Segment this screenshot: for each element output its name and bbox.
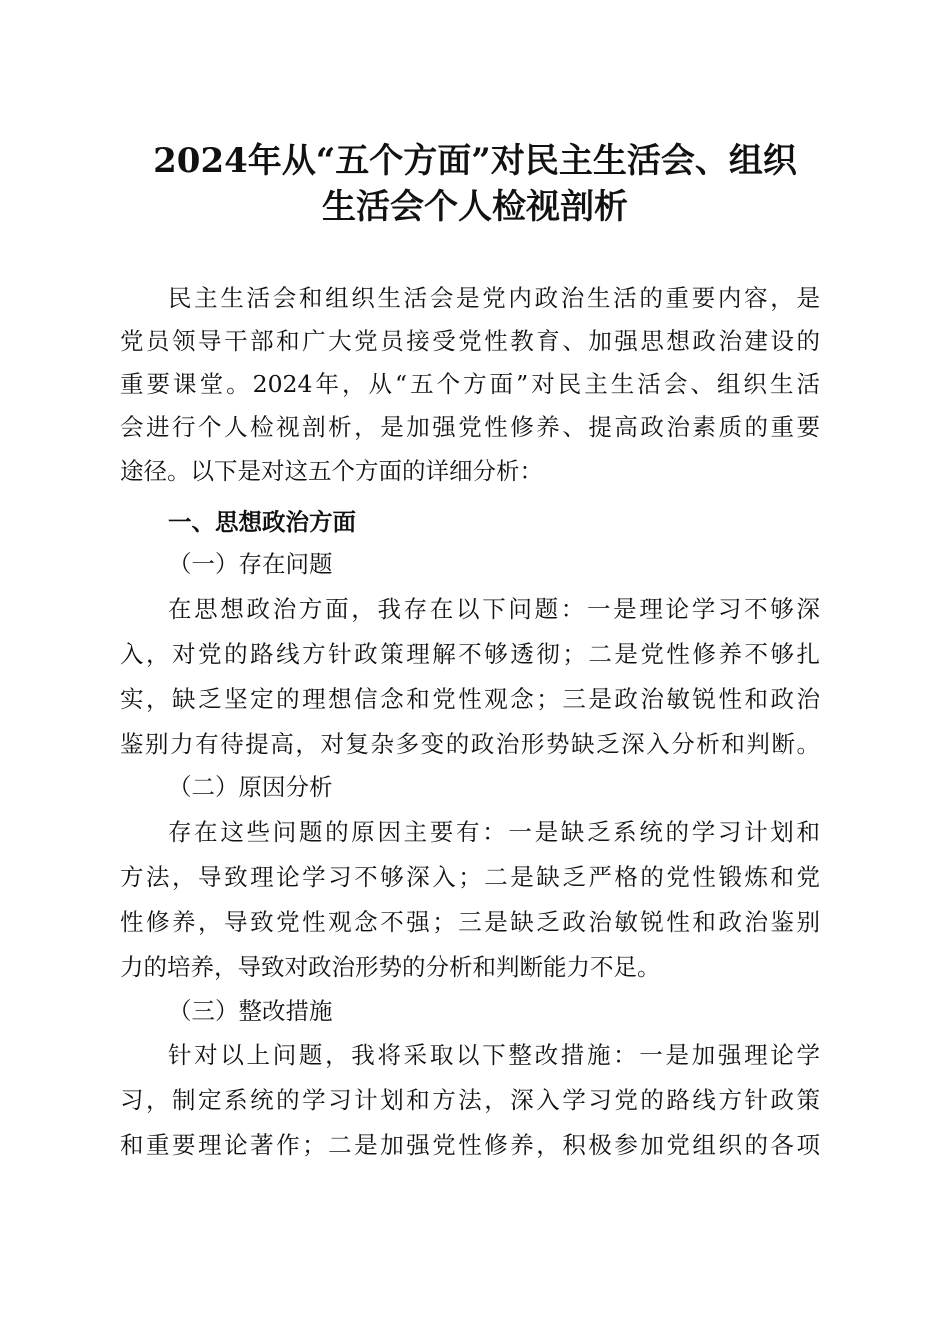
causes-line: 存在这些问题的原因主要有：一是缺乏系统的学习计划和 [168, 818, 820, 846]
measures-line: 和重要理论著作；二是加强党性修养，积极参加党组织的各项 [120, 1131, 820, 1159]
document-title-line-2: 生活会个人检视剖析 [322, 187, 628, 227]
subsection-heading-problems: （一）存在问题 [168, 550, 333, 578]
intro-line: 会进行个人检视剖析，是加强党性修养、提高政治素质的重要 [120, 413, 820, 441]
subsection-heading-measures: （三）整改措施 [168, 997, 333, 1025]
section-heading-ideology: 一、思想政治方面 [168, 508, 356, 536]
intro-line: 党员领导干部和广大党员接受党性教育、加强思想政治建设的 [120, 327, 820, 355]
document-title-line-1: 2024年从“五个方面”对民主生活会、组织 [153, 141, 797, 181]
measures-line: 习，制定系统的学习计划和方法，深入学习党的路线方针政策 [120, 1086, 820, 1114]
problems-line: 鉴别力有待提高，对复杂多变的政治形势缺乏深入分析和判断。 [120, 730, 820, 758]
intro-line: 重要课堂。2024年，从“五个方面”对民主生活会、组织生活 [120, 370, 820, 398]
subsection-heading-causes: （二）原因分析 [168, 773, 333, 801]
intro-line: 民主生活会和组织生活会是党内政治生活的重要内容，是 [168, 284, 820, 312]
measures-line: 针对以上问题，我将采取以下整改措施：一是加强理论学 [168, 1041, 820, 1069]
causes-line: 方法，导致理论学习不够深入；二是缺乏严格的党性锻炼和党 [120, 863, 820, 891]
intro-line: 途径。以下是对这五个方面的详细分析： [120, 457, 543, 485]
problems-line: 在思想政治方面，我存在以下问题：一是理论学习不够深 [168, 595, 820, 623]
problems-line: 入，对党的路线方针政策理解不够透彻；二是党性修养不够扎 [120, 640, 820, 668]
causes-line: 性修养，导致党性观念不强；三是缺乏政治敏锐性和政治鉴别 [120, 908, 820, 936]
problems-line: 实，缺乏坚定的理想信念和党性观念；三是政治敏锐性和政治 [120, 685, 820, 713]
causes-line: 力的培养，导致对政治形势的分析和判断能力不足。 [120, 953, 661, 981]
